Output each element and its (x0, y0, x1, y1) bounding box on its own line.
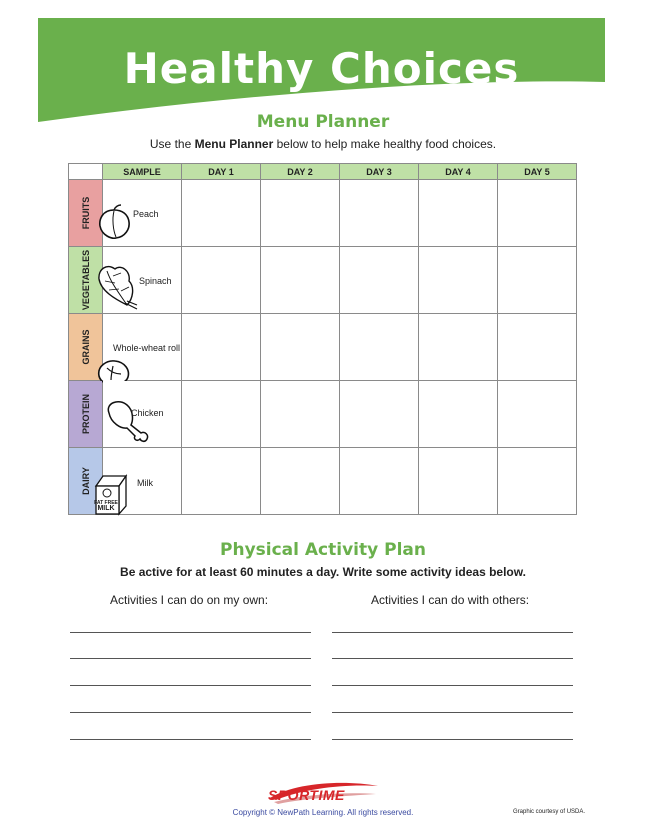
chicken-leg-icon (101, 399, 151, 443)
table-row (69, 381, 577, 448)
table-header-row (69, 164, 577, 180)
day-cell[interactable] (261, 180, 340, 247)
category-cell-fruits: FRUITS (69, 180, 103, 247)
activity-line-left[interactable] (70, 685, 311, 686)
day-cell[interactable] (261, 448, 340, 515)
day-cell[interactable] (261, 381, 340, 448)
page-title: Healthy Choices (123, 44, 520, 93)
day-cell[interactable] (498, 314, 577, 381)
activity-line-right[interactable] (332, 685, 573, 686)
copyright-text: Copyright © NewPath Learning. All rights reserved. (232, 808, 414, 817)
sample-cell (103, 314, 182, 381)
column-header: DAY 4 (419, 164, 498, 180)
day-cell[interactable] (498, 381, 577, 448)
category-cell-vegetables: VEGETABLES (69, 247, 103, 314)
day-cell[interactable] (340, 448, 419, 515)
activity-plan-title: Physical Activity Plan (220, 540, 426, 560)
menu-planner-table (68, 163, 577, 515)
milk-carton-label: FAT FREE MILK (94, 500, 118, 512)
sample-cell (94, 448, 182, 515)
sample-label: Peach (133, 209, 159, 219)
day-cell[interactable] (419, 247, 498, 314)
table-row (69, 314, 577, 381)
category-cell-dairy: DAIRY (69, 448, 103, 515)
sample-cell (103, 247, 182, 314)
spinach-icon (91, 261, 139, 311)
column-header: SAMPLE (103, 164, 182, 180)
corner-cell (69, 164, 103, 180)
menu-planner-instructions: Use the Menu Planner below to help make healthy food choices. (149, 137, 497, 151)
sample-label: Chicken (131, 408, 164, 418)
day-cell[interactable] (419, 180, 498, 247)
sample-cell (103, 381, 182, 448)
activity-line-right[interactable] (332, 712, 573, 713)
day-cell[interactable] (261, 314, 340, 381)
day-cell[interactable] (182, 180, 261, 247)
graphic-credit: Graphic courtesy of USDA. (513, 809, 586, 815)
category-cell-grains: GRAINS (69, 314, 103, 381)
day-cell[interactable] (498, 180, 577, 247)
sample-label: Whole-wheat roll (113, 343, 181, 353)
column-header: DAY 2 (261, 164, 340, 180)
activity-line-left[interactable] (70, 739, 311, 740)
category-cell-protein: PROTEIN (69, 381, 103, 448)
day-cell[interactable] (419, 448, 498, 515)
sample-label: Milk (137, 478, 153, 488)
right-column-heading: Activities I can do with others: (371, 593, 530, 607)
peach-icon (97, 204, 131, 240)
day-cell[interactable] (340, 247, 419, 314)
sportime-logo-text: SPORTIME (268, 787, 345, 803)
day-cell[interactable] (182, 247, 261, 314)
left-column-heading: Activities I can do on my own: (110, 593, 269, 607)
column-header: DAY 5 (498, 164, 577, 180)
day-cell[interactable] (419, 381, 498, 448)
day-cell[interactable] (340, 381, 419, 448)
day-cell[interactable] (340, 180, 419, 247)
activity-line-left[interactable] (70, 658, 311, 659)
activity-line-left[interactable] (70, 632, 311, 633)
day-cell[interactable] (182, 314, 261, 381)
activity-line-right[interactable] (332, 739, 573, 740)
day-cell[interactable] (419, 314, 498, 381)
table-row (69, 448, 577, 515)
column-header: DAY 3 (340, 164, 419, 180)
day-cell[interactable] (261, 247, 340, 314)
activity-line-left[interactable] (70, 712, 311, 713)
table-row (69, 247, 577, 314)
day-cell[interactable] (182, 381, 261, 448)
menu-planner-title: Menu Planner (256, 112, 390, 132)
activity-line-right[interactable] (332, 658, 573, 659)
day-cell[interactable] (340, 314, 419, 381)
activity-plan-instructions: Be active for at least 60 minutes a day. Write some activity ideas below. (120, 565, 526, 579)
column-header: DAY 1 (182, 164, 261, 180)
day-cell[interactable] (182, 448, 261, 515)
sample-label: Spinach (139, 276, 172, 286)
sample-cell (103, 180, 182, 247)
day-cell[interactable] (498, 448, 577, 515)
table-row (69, 180, 577, 247)
day-cell[interactable] (498, 247, 577, 314)
activity-line-right[interactable] (332, 632, 573, 633)
